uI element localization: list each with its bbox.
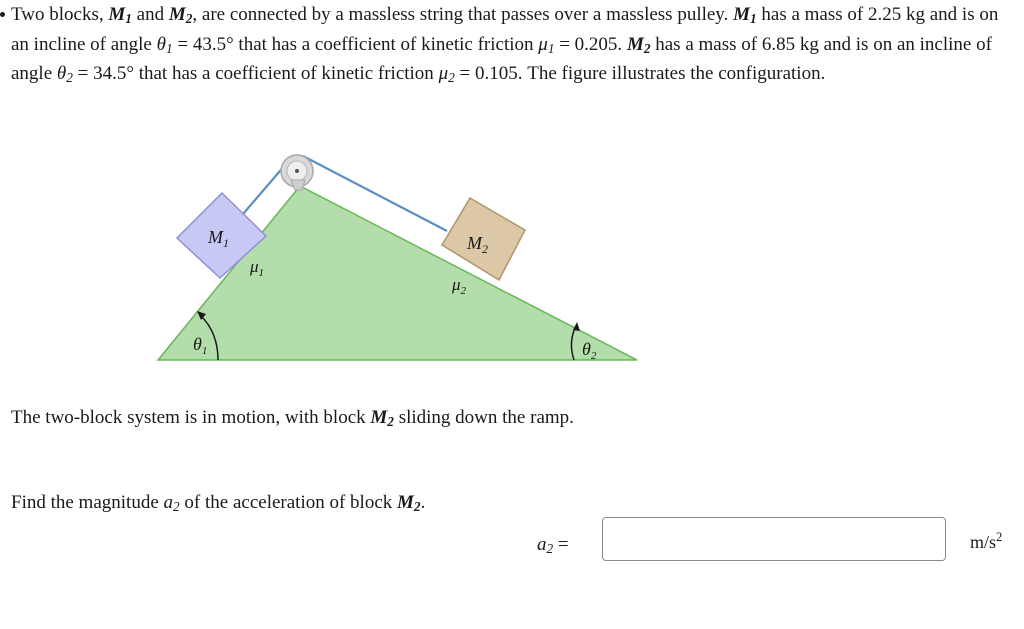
block-m1-label: $M_1$ [208, 227, 229, 250]
block-m2-label: $M_2$ [467, 233, 488, 256]
string-left [243, 164, 286, 214]
incline-diagram [150, 150, 645, 370]
problem-text: and [136, 4, 165, 25]
incline-figure [150, 150, 645, 370]
question-text: of the acceleration of block [184, 492, 393, 513]
mu2-label: $\mu_2$ [452, 275, 467, 297]
math-symbol: a [537, 534, 547, 555]
math-subscript: 2 [546, 541, 554, 556]
math-symbol: μ [438, 63, 449, 84]
math-symbol: a [163, 492, 174, 513]
math-symbol: M [108, 4, 126, 25]
bullet-marker [0, 12, 5, 17]
math-subscript: 2 [66, 70, 73, 85]
acceleration-answer-input[interactable] [602, 517, 946, 561]
math-symbol: μ [538, 33, 548, 55]
question-text: . [420, 492, 426, 513]
math-symbol: M [370, 407, 388, 428]
problem-text: Two blocks, [11, 4, 104, 25]
theta2-arrowhead [573, 322, 580, 331]
motion-text: sliding down the ramp. [398, 407, 574, 428]
math-symbol: M [626, 33, 644, 55]
units-base: m/s [970, 532, 997, 552]
pulley-icon [281, 155, 313, 190]
math-subscript: 2 [643, 40, 651, 56]
math-symbol: M [733, 4, 750, 25]
math-subscript: 2 [413, 499, 421, 514]
question-text: Find the magnitude [11, 492, 159, 513]
math-subscript: 2 [185, 11, 193, 26]
theta2-label: $\theta_2$ [582, 339, 597, 362]
math-subscript: 2 [448, 70, 455, 85]
math-subscript: 2 [387, 414, 394, 429]
equals-sign: = [557, 534, 569, 555]
problem-text: , are connected by a massless string that passes over a massless pulley. [192, 4, 729, 25]
units-exponent: 2 [996, 530, 1003, 544]
math-symbol: θ [56, 63, 67, 84]
math-subscript: 1 [749, 11, 757, 26]
motion-statement [11, 407, 574, 429]
math-subscript: 2 [173, 499, 180, 514]
problem-text: = 0.105. The figure illustrates the configuration. [459, 63, 826, 84]
problem-text: = 0.205. [559, 33, 623, 55]
problem-text: = 34.5° that has a coefficient of kinetic friction [77, 63, 434, 84]
math-symbol: M [168, 4, 186, 25]
answer-label [537, 534, 569, 556]
theta1-label: $\theta_1$ [193, 334, 208, 357]
math-subscript: 1 [125, 11, 132, 26]
units-label [970, 532, 1002, 553]
math-symbol: M [397, 492, 414, 513]
problem-text: has a mass of 6.85 kg and is on an incline of angle [11, 33, 992, 84]
mu1-label: $\mu_1$ [250, 257, 265, 279]
problem-statement [11, 0, 1016, 89]
question-prompt [11, 492, 425, 514]
problem-text: = 43.5° that has a coefficient of kinetic friction [177, 33, 534, 55]
math-subscript: 1 [165, 40, 173, 56]
math-symbol: θ [156, 33, 166, 55]
math-subscript: 1 [547, 40, 555, 56]
motion-text: The two-block system is in motion, with block [11, 407, 366, 428]
problem-text: has a mass of 2.25 kg and is on an incline of angle [11, 4, 999, 55]
